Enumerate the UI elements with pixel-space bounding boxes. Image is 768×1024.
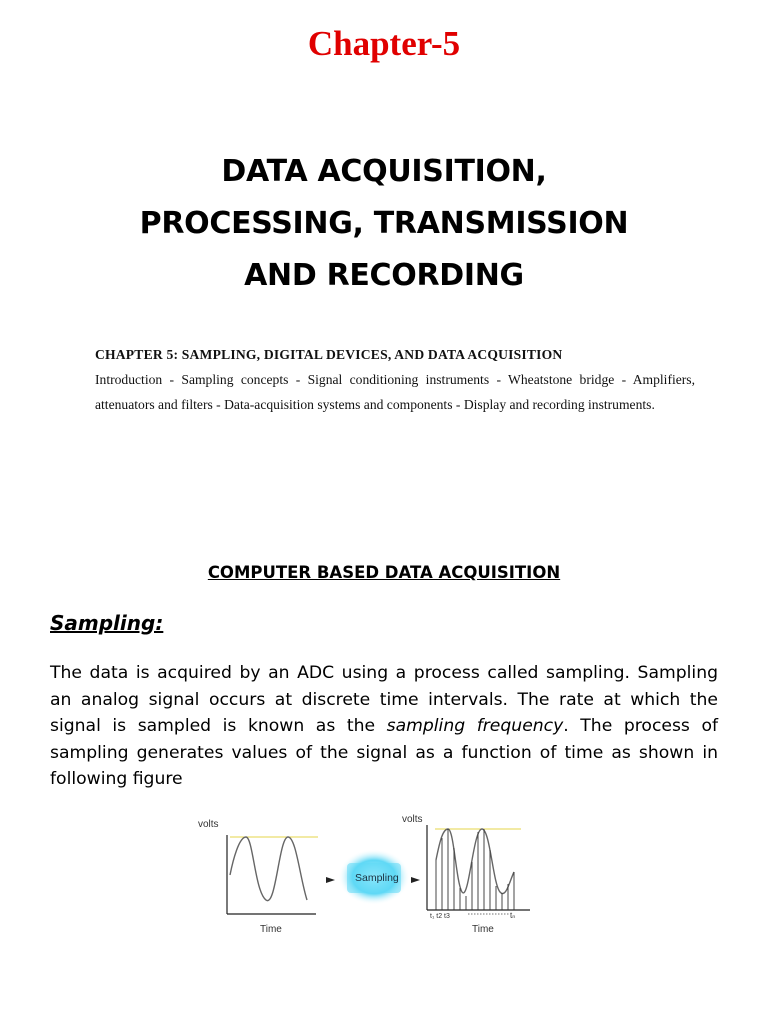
section-heading: COMPUTER BASED DATA ACQUISITION [207, 563, 561, 582]
syllabus-excerpt [95, 342, 695, 417]
chapter-heading: Chapter-5 [307, 24, 461, 63]
paragraph-text-after: . The process of sampling generates values of the signal as a function of time as shown in following figure [50, 716, 719, 789]
arrow-to-sampling-icon [326, 877, 335, 883]
sampling-figure [190, 800, 560, 950]
sampling-process-label: Sampling [355, 872, 399, 884]
sampling-paragraph [50, 660, 718, 793]
sampling-figure-svg [190, 800, 560, 950]
analog-signal-wave [230, 837, 307, 901]
page-title [0, 146, 768, 302]
right-y-label: volts [402, 814, 423, 825]
paragraph-emphasis: sampling frequency [386, 716, 564, 736]
syllabus-text: Introduction - Sampling concepts - Signal conditioning instruments - Wheatstone bridge - Amplifiers, attenuators and filters - Data-acquisition systems and components - Display and recording instruments. [95, 372, 695, 412]
title-line-1: DATA ACQUISITION, [221, 154, 547, 189]
sample-time-end: tₙ [510, 911, 516, 920]
title-line-3: AND RECORDING [244, 258, 524, 293]
sample-time-start: t₁ t2 t3 [430, 913, 450, 920]
left-y-label: volts [198, 819, 219, 830]
syllabus-heading: CHAPTER 5: SAMPLING, DIGITAL DEVICES, AND DATA ACQUISITION [95, 347, 563, 362]
right-x-label: Time [472, 924, 494, 935]
left-x-label: Time [260, 924, 282, 935]
sampling-subheading: Sampling: [50, 611, 164, 635]
arrow-to-sampled-icon [411, 877, 420, 883]
title-line-2: PROCESSING, TRANSMISSION [139, 206, 629, 241]
sample-stems [436, 829, 514, 910]
paragraph-text-before: The data is acquired by an ADC using a process called sampling. Sampling an analog signal occurs at discrete time intervals. The rate at which the signal is sampled is known as the [50, 663, 718, 736]
